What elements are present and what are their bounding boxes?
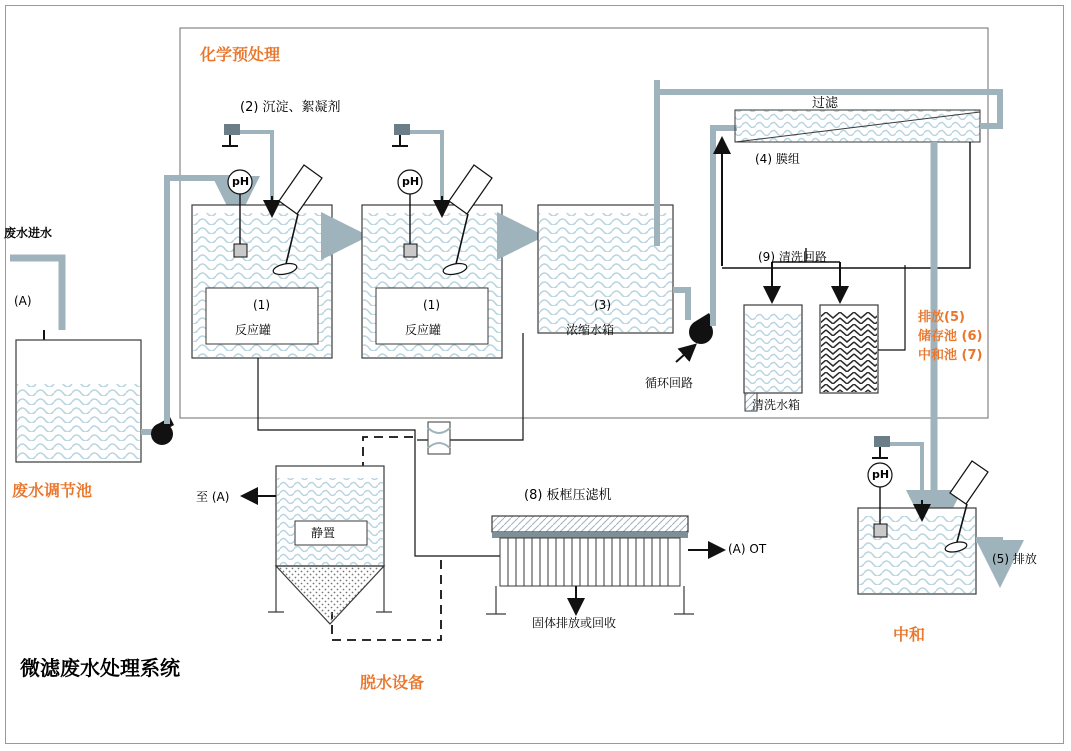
label-equalization-tank: 废水调节池: [12, 481, 93, 500]
label-discharge-5: 排放(5): [918, 310, 965, 325]
concentrate-tank-name: 浓缩水箱: [566, 323, 615, 337]
label-a-ot: (A) OT: [728, 542, 767, 556]
label-storage-6: 储存池 (6): [918, 329, 983, 344]
ph-probe-2-label: pH: [402, 175, 420, 188]
reactor-2-number: (1): [423, 298, 440, 312]
label-filter-press: (8) 板框压滤机: [524, 488, 612, 503]
concentrate-tank-number: (3): [594, 298, 611, 312]
page-title: 微滤废水处理系统: [20, 656, 180, 680]
label-cleaning-loop: (9) 清洗回路: [758, 250, 827, 264]
reactor-1-name: 反应罐: [235, 323, 272, 337]
ph-probe-1-label: pH: [232, 175, 250, 188]
label-influent: 废水进水: [4, 226, 53, 240]
section-title-chemical-pretreatment: 化学预处理: [200, 45, 281, 64]
reactor-2-name: 反应罐: [405, 323, 442, 337]
section-title-neutralization: 中和: [893, 625, 926, 644]
label-cleaning-tank: 清洗水箱: [752, 398, 801, 412]
label-circulation-loop: 循环回路: [645, 376, 694, 390]
label-settle: 静置: [311, 526, 336, 540]
label-filter: 过滤: [812, 96, 839, 111]
reactor-1-number: (1): [253, 298, 270, 312]
label-membrane: (4) 膜组: [755, 152, 800, 166]
ph-probe-3-label: pH: [872, 468, 890, 481]
label-point-a-left: (A): [14, 294, 32, 308]
section-title-dewatering: 脱水设备: [360, 673, 425, 692]
label-solid-out: 固体排放或回收: [532, 616, 617, 630]
label-to-a: 至 (A): [196, 490, 230, 504]
label-discharge-5b: (5) 排放: [992, 552, 1037, 566]
label-neutral-7: 中和池 (7): [918, 348, 983, 363]
label-coagulant: (2) 沉淀、絮凝剂: [240, 100, 341, 115]
